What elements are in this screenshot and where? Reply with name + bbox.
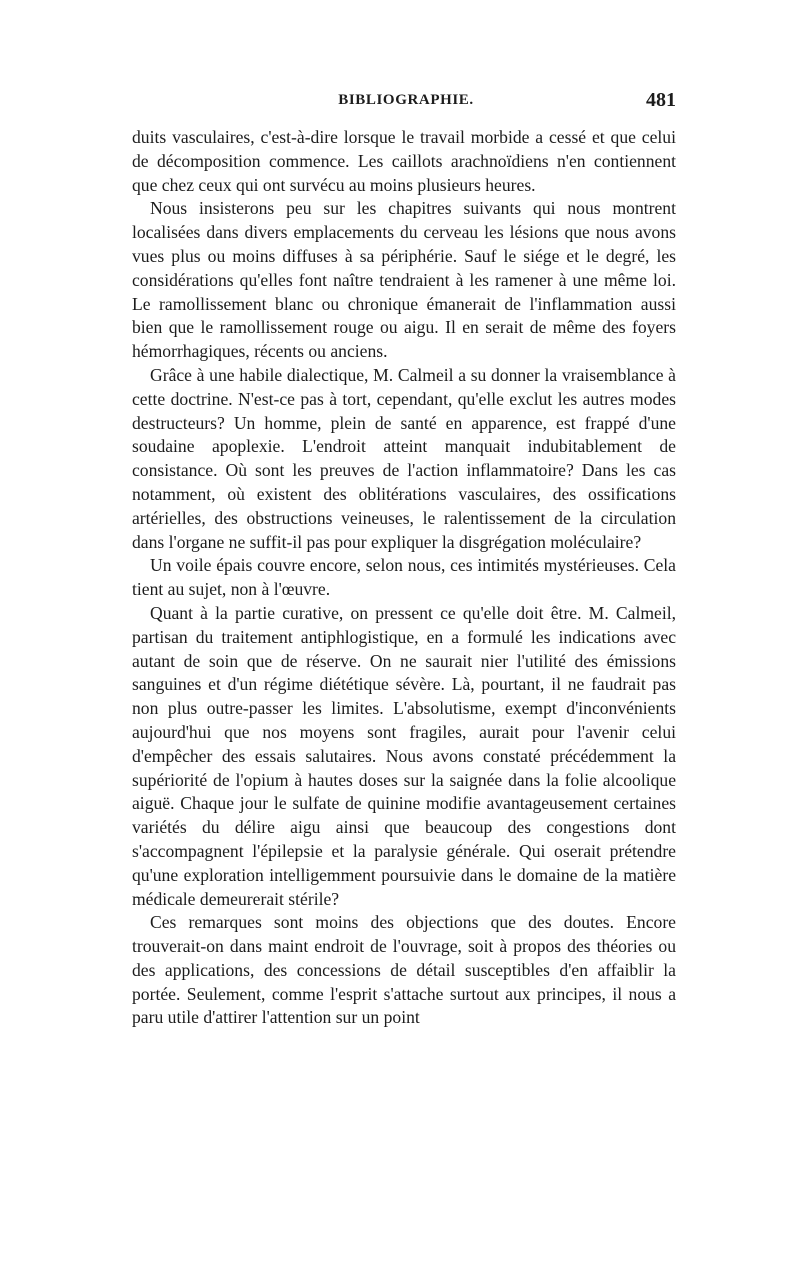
running-title: BIBLIOGRAPHIE. [338,92,474,108]
paragraph: Quant à la partie curative, on pressent ce qu'elle doit être. M. Calmeil, partisan du traitement antiphlogistique, en a formulé les indications avec autant de soin que de réserve. On ne saurait nier l'utilité des émissions sanguines et d'un régime diététique sévère. Là, pourtant, il ne faudrait pas non plus outre-passer les limites. L'absolutisme, exempt d'inconvénients aujourd'hui que nos moyens sont fragiles, aurait pour l'avenir celui d'empêcher des essais salutaires. Nous avons constaté précédemment la supériorité de l'opium à hautes doses sur la saignée dans la folie alcoolique aiguë. Chaque jour le sulfate de quinine modifie avantageusement certaines variétés du délire aigu ainsi que beaucoup des congestions dont s'accompagnent l'épilepsie et la paralysie générale. Qui oserait prétendre qu'une exploration intelligemment poursuivie dans le domaine de la matière médicale demeurerait stérile? [132,602,676,909]
running-head [132,89,680,116]
paragraph: Ces remarques sont moins des objections que des doutes. Encore trouverait-on dans maint endroit de l'ouvrage, soit à propos des théories ou des applications, des concessions de détail susceptibles d'en affaiblir la portée. Seulement, comme l'esprit s'attache surtout aux principes, il nous a paru utile d'attirer l'attention sur un point [132,912,676,1028]
paragraph: Un voile épais couvre encore, selon nous, ces intimités mystérieuses. Cela tient au sujet, non à l'œuvre. [132,555,676,600]
page-number: 481 [646,89,676,111]
paragraph-continuation: duits vasculaires, c'est-à-dire lorsque le travail morbide a cessé et que celui de décomposition commence. Les caillots arachnoïdiens n'en contiennent que chez ceux qui ont survécu au moins plusieurs heures. [132,127,676,195]
body-text [132,126,676,1030]
paragraph: Nous insisterons peu sur les chapitres suivants qui nous montrent localisées dans divers emplacements du cerveau les lésions que nous avons vues plus ou moins diffuses à sa périphérie. Sauf le siége et le degré, les considérations qu'elles font naître tendraient à les ramener à une même loi. Le ramollissement blanc ou chronique émanerait de l'inflammation aussi bien que le ramollissement rouge ou aigu. Il en serait de même des foyers hémorrhagiques, récents ou anciens. [132,198,676,362]
paragraph: Grâce à une habile dialectique, M. Calmeil a su donner la vraisemblance à cette doctrine. N'est-ce pas à tort, cependant, qu'elle exclut les autres modes destructeurs? Un homme, plein de santé en apparence, est frappé d'une soudaine apoplexie. L'endroit atteint manquait indubitablement de consistance. Où sont les preuves de l'action inflammatoire? Dans les cas notamment, où existent des oblitérations vasculaires, des ossifications artérielles, des obstructions veineuses, le ralentissement de la circulation dans l'organe ne suffit-il pas pour expliquer la disgrégation moléculaire? [132,364,676,552]
